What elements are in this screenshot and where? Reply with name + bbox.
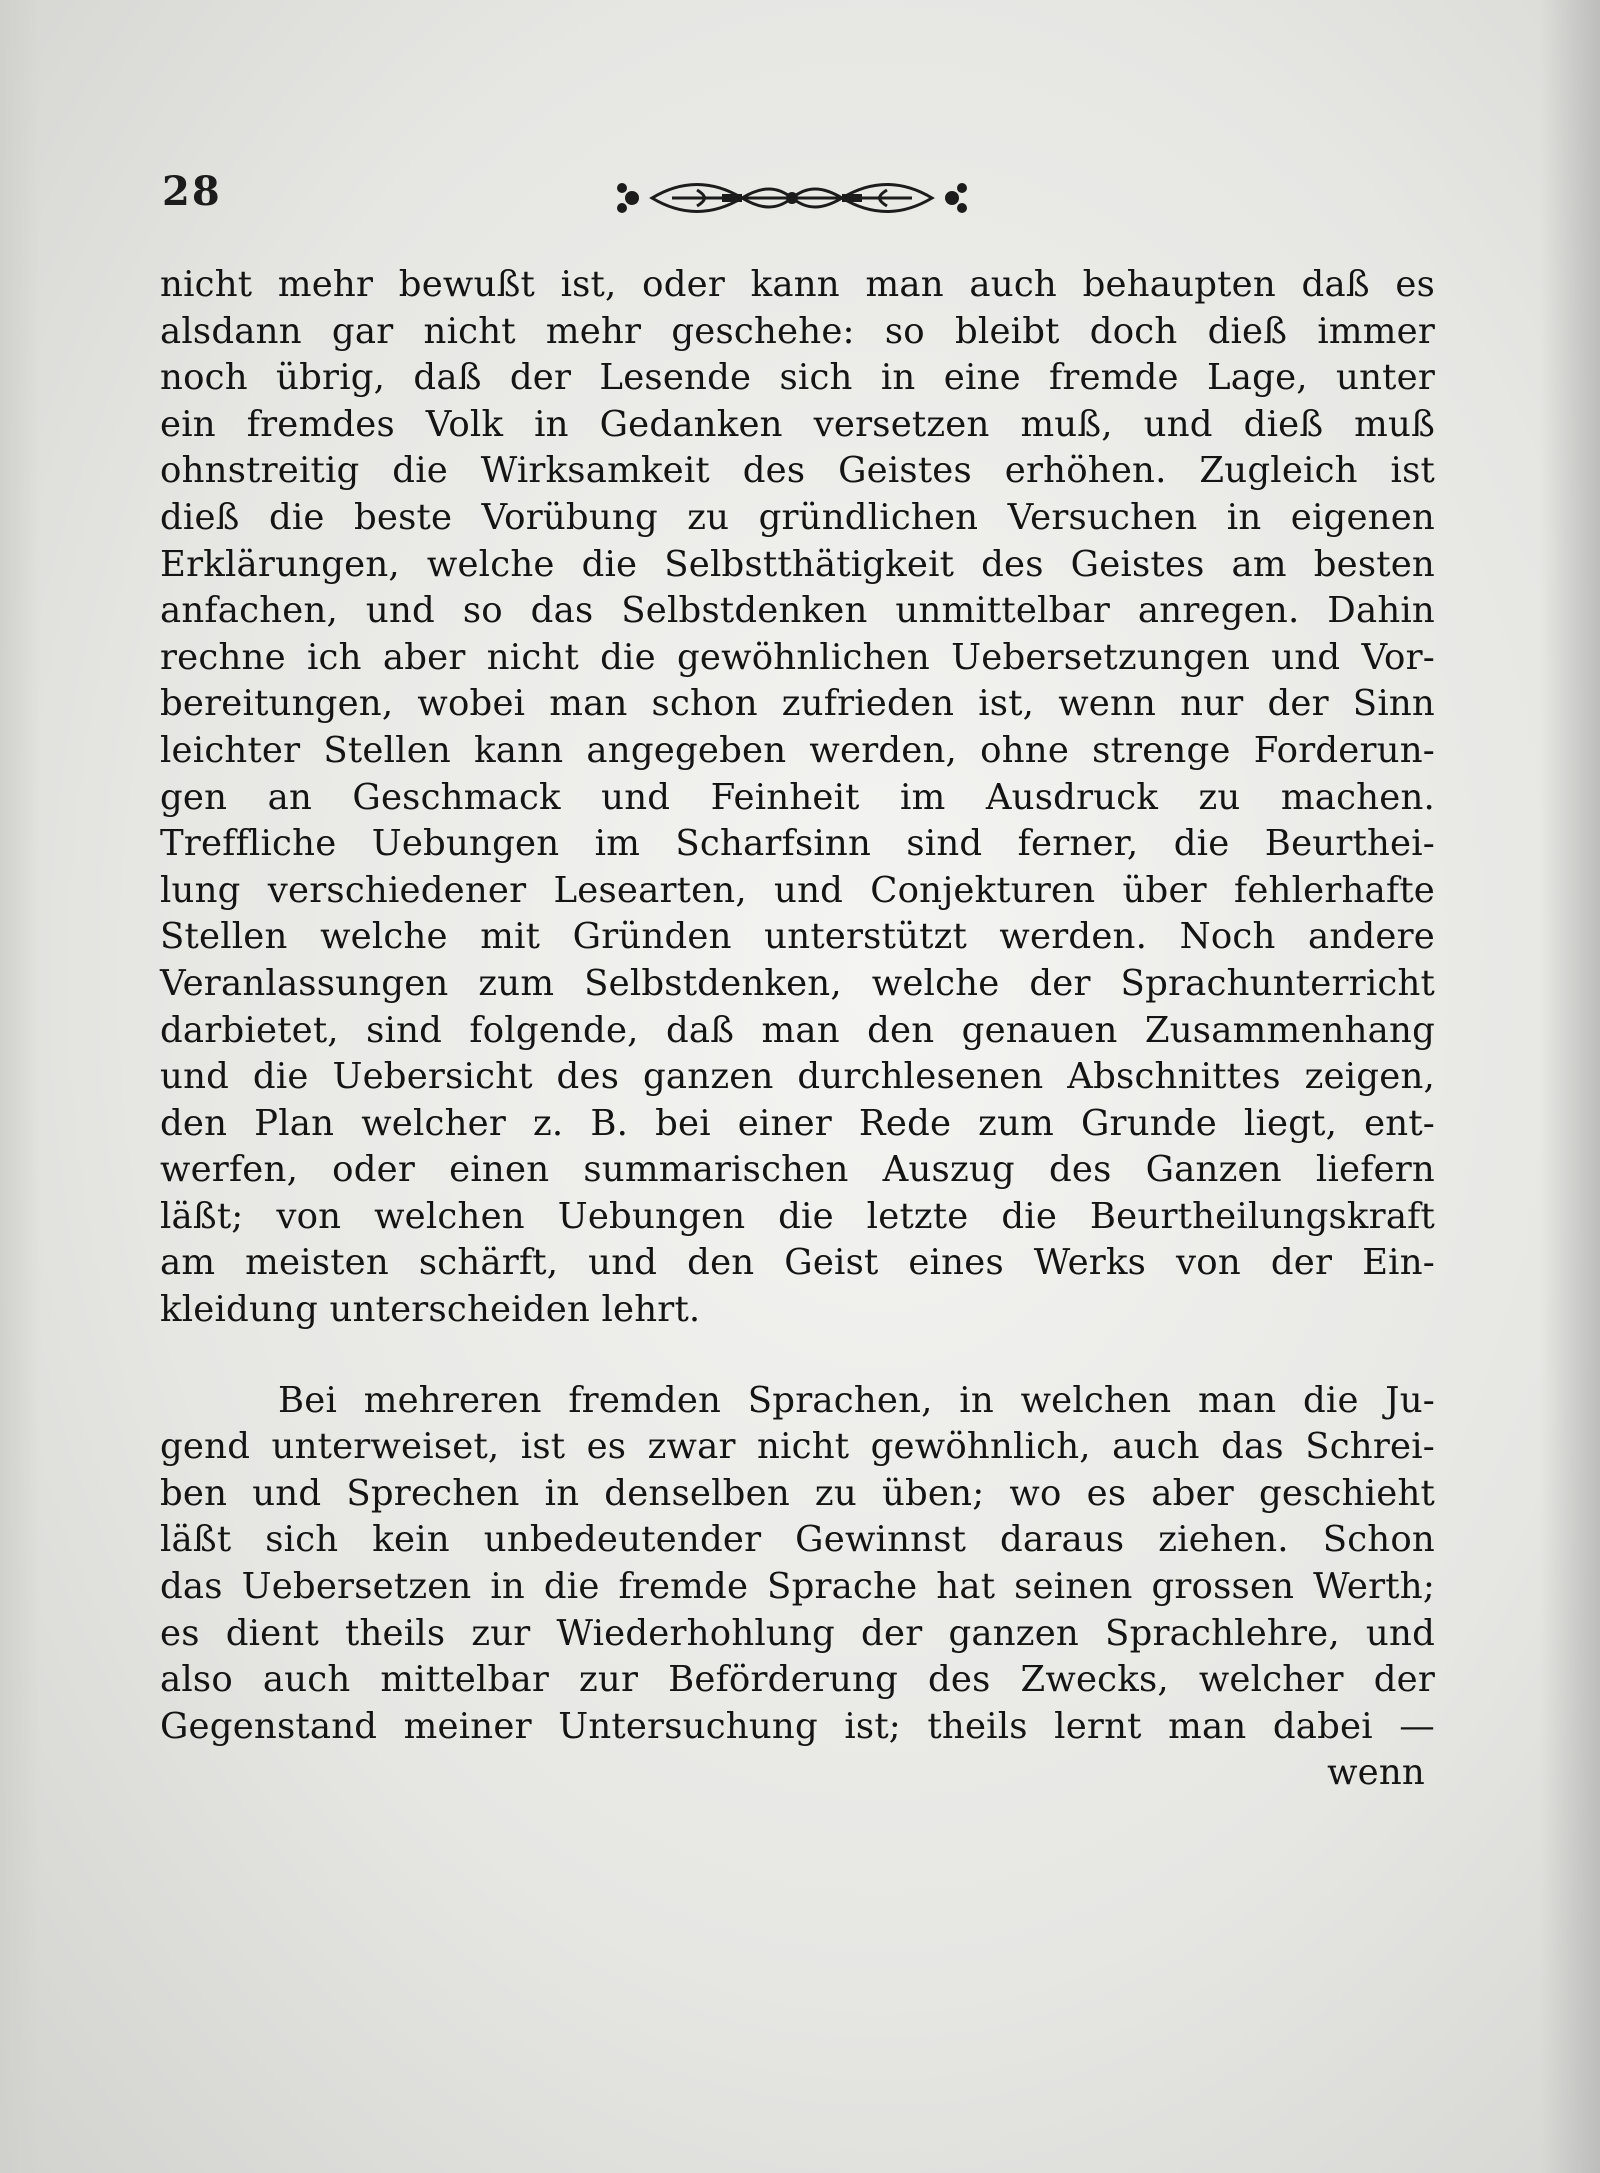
text-line: gen an Geschmack und Feinheit im Ausdruck zu machen.: [160, 776, 1435, 818]
text-line: ein fremdes Volk in Gedanken versetzen muß, und dieß muß: [160, 403, 1435, 445]
text-line: alsdann gar nicht mehr geschehe: so bleibt doch dieß immer: [160, 310, 1435, 352]
page-number: 28: [162, 168, 222, 215]
text-line: leichter Stellen kann angegeben werden, ohne strenge Forderun-: [160, 729, 1435, 771]
body-text: [160, 262, 1435, 1797]
text-line: ben und Sprechen in denselben zu üben; wo es aber geschieht: [160, 1472, 1435, 1514]
text-line: bereitungen, wobei man schon zufrieden ist, wenn nur der Sinn: [160, 683, 1435, 725]
text-line: läßt; von welchen Uebungen die letzte die Beurtheilungskraft: [160, 1195, 1435, 1237]
text-line: und die Uebersicht des ganzen durchlesenen Abschnittes zeigen,: [160, 1056, 1435, 1098]
text-line: anfachen, und so das Selbstdenken unmittelbar anregen. Dahin: [160, 590, 1435, 632]
text-line: Stellen welche mit Gründen unterstützt werden. Noch andere: [160, 916, 1435, 958]
text-line: ohnstreitig die Wirksamkeit des Geistes erhöhen. Zugleich ist: [160, 450, 1435, 492]
text-line: kleidung unterscheiden lehrt.: [160, 1289, 701, 1331]
text-line: am meisten schärft, und den Geist eines Werks von der Ein-: [160, 1242, 1435, 1284]
text-line: lung verschiedener Lesearten, und Conjekturen über fehlerhafte: [160, 869, 1435, 911]
paragraph-2: [160, 1378, 1435, 1751]
paragraph-1: [160, 262, 1435, 1334]
text-line: gend unterweiset, ist es zwar nicht gewöhnlich, auch das Schrei-: [160, 1426, 1435, 1468]
text-line: rechne ich aber nicht die gewöhnlichen Uebersetzungen und Vor-: [160, 636, 1435, 678]
text-line: es dient theils zur Wiederhohlung der ganzen Sprachlehre, und: [160, 1612, 1435, 1654]
catchword: wenn: [1327, 1752, 1425, 1794]
text-line: Treffliche Uebungen im Scharfsinn sind ferner, die Beurthei-: [160, 823, 1435, 865]
text-line: Erklärungen, welche die Selbstthätigkeit des Geistes am besten: [160, 543, 1435, 585]
text-line: werfen, oder einen summarischen Auszug des Ganzen liefern: [160, 1149, 1435, 1191]
text-line: also auch mittelbar zur Beförderung des Zwecks, welcher der: [160, 1659, 1435, 1701]
text-line: Gegenstand meiner Untersuchung ist; theils lernt man dabei —: [160, 1705, 1435, 1747]
text-line: Veranlassungen zum Selbstdenken, welche der Sprachunterricht: [160, 962, 1435, 1004]
text-line: den Plan welcher z. B. bei einer Rede zum Grunde liegt, ent-: [160, 1102, 1435, 1144]
text-line: das Uebersetzen in die fremde Sprache hat seinen grossen Werth;: [160, 1566, 1435, 1608]
text-line: nicht mehr bewußt ist, oder kann man auch behaupten daß es: [160, 264, 1435, 305]
text-line: dieß die beste Vorübung zu gründlichen Versuchen in eigenen: [160, 496, 1435, 538]
text-line: Bei mehreren fremden Sprachen, in welchen man die Ju-: [278, 1379, 1435, 1421]
header-ornament: [612, 168, 972, 228]
text-line: läßt sich kein unbedeutender Gewinnst daraus ziehen. Schon: [160, 1519, 1435, 1561]
text-line: darbietet, sind folgende, daß man den genauen Zusammenhang: [160, 1009, 1435, 1051]
text-line: noch übrig, daß der Lesende sich in eine fremde Lage, unter: [160, 357, 1435, 399]
